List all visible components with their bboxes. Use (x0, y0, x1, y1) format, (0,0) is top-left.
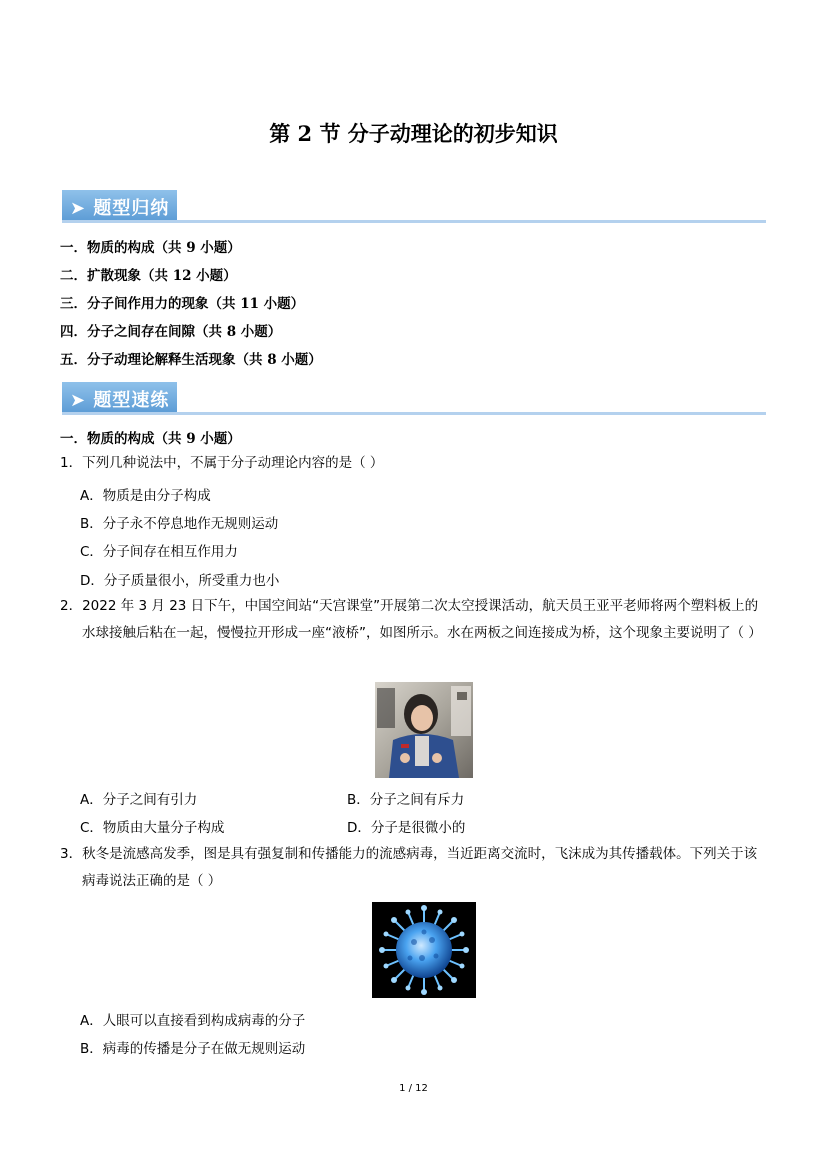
toc-item-3: 三．分子间作用力的现象（共 11 小题） (60, 296, 305, 312)
toc-item-4: 四．分子之间存在间隙（共 8 小题） (60, 324, 282, 340)
summary-banner (62, 190, 766, 224)
page-title: 第 2 节 分子动理论的初步知识 (269, 121, 558, 146)
q3-option-b: B．病毒的传播是分子在做无规则运动 (80, 1041, 306, 1057)
practice-banner-label: ➤ 题型速练 (70, 390, 170, 411)
question-3-text: 3．秋冬是流感高发季，图是具有强复制和传播能力的流感病毒，当近距离交流时，飞沫成为其传播载体。下列关于该病毒说法正确的是（ ） (60, 846, 758, 889)
q2-option-d: D．分子是很微小的 (347, 820, 466, 836)
section-heading: 一．物质的构成（共 9 小题） (60, 431, 241, 447)
question-1 (60, 450, 770, 477)
q2-option-c: C．物质由大量分子构成 (80, 820, 225, 836)
q1-option-a: A．物质是由分子构成 (80, 488, 211, 504)
page-number: 1 / 12 (399, 1083, 428, 1094)
flu-virus-image (372, 902, 476, 998)
summary-banner-label: ➤ 题型归纳 (70, 198, 170, 219)
q1-option-c: C．分子间存在相互作用力 (80, 544, 238, 560)
toc-item-2: 二．扩散现象（共 12 小题） (60, 268, 237, 284)
q1-option-b: B．分子永不停息地作无规则运动 (80, 516, 279, 532)
question-3 (60, 841, 770, 895)
toc-item-1: 一．物质的构成（共 9 小题） (60, 240, 241, 256)
q3-option-a: A．人眼可以直接看到构成病毒的分子 (80, 1013, 306, 1029)
question-1-text: 1．下列几种说法中，不属于分子动理论内容的是（ ） (60, 455, 384, 471)
astronaut-liquid-bridge-photo (375, 682, 473, 778)
question-2 (60, 593, 770, 647)
question-2-text: 2．2022 年 3 月 23 日下午，中国空间站“天宫课堂”开展第二次太空授课活动，航天员王亚平老师将两个塑料板上的水球接触后粘在一起，慢慢拉开形成一座“液桥”，如图所示。水在两板之间连接成为桥，这个现象主要说明了（ ） (60, 598, 762, 641)
q2-option-a: A．分子之间有引力 (80, 792, 198, 808)
toc-item-5: 五．分子动理论解释生活现象（共 8 小题） (60, 352, 322, 368)
q2-option-b: B．分子之间有斥力 (347, 792, 465, 808)
practice-banner (62, 382, 766, 416)
q1-option-d: D．分子质量很小，所受重力也小 (80, 573, 280, 589)
